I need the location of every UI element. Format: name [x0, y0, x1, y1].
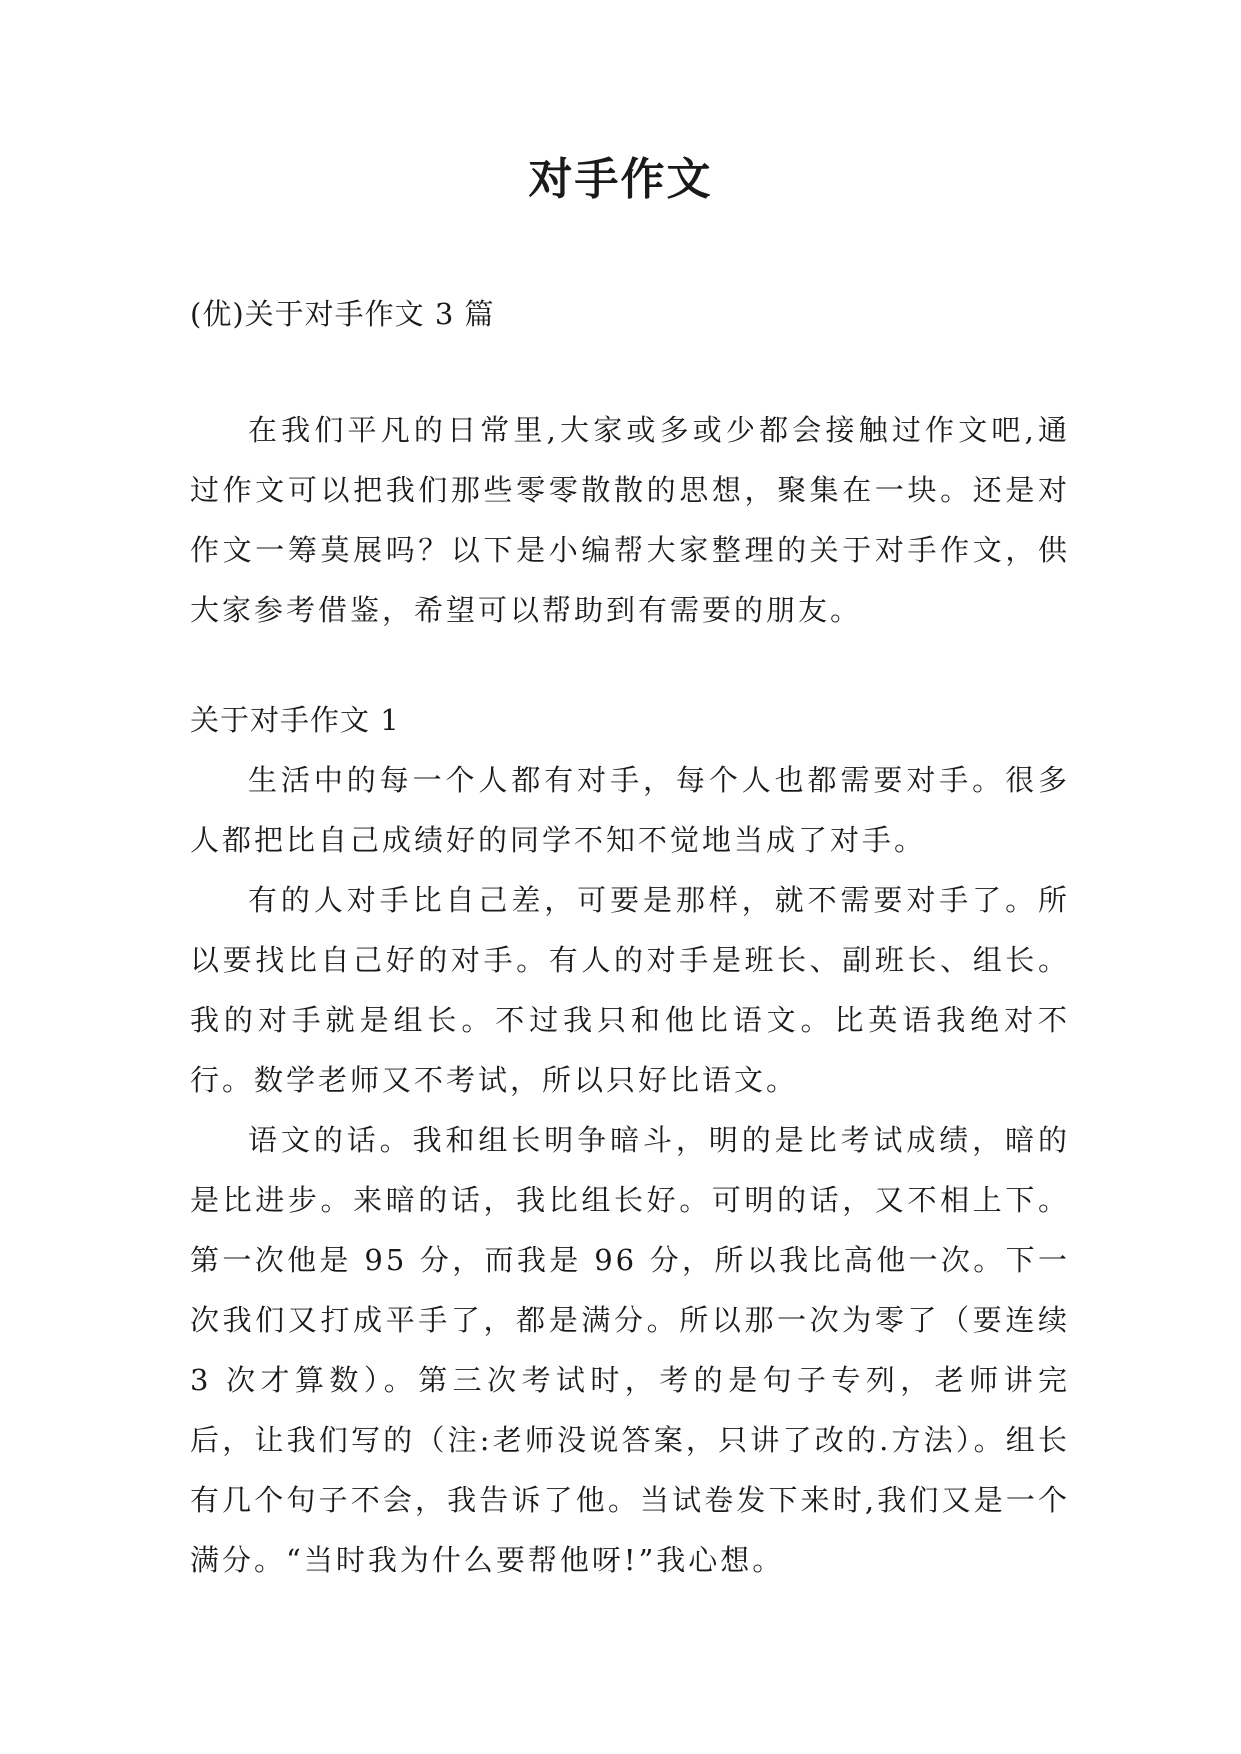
section-heading: 关于对手作文 1: [190, 703, 400, 737]
intro-block: [190, 400, 1070, 640]
essay-paragraph-2: 有的人对手比自己差，可要是那样，就不需要对手了。所以要找比自己好的对手。有人的对手是班长、副班长、组长。我的对手就是组长。不过我只和他比语文。比英语我绝对不行。数学老师又不考试，所以只好比语文。: [190, 883, 1070, 1097]
document-title: 对手作文: [528, 154, 713, 205]
essay-paragraph-3: 语文的话。我和组长明争暗斗，明的是比考试成绩，暗的是比进步。来暗的话，我比组长好。可明的话，又不相上下。第一次他是 95 分，而我是 96 分，所以我比高他一次。下一次我们又打成平手了，都是满分。所以那一次为零了（要连续 3 次才算数）。第三次考试时，考的是句子专列，老师讲完后，让我们写的（注:老师没说答案，只讲了改的.方法）。组长有几个句子不会，我告诉了他。当试卷发下来时,我们又是一个满分。“当时我为什么要帮他呀!”我心想。: [190, 1123, 1070, 1577]
essay-paragraph-1: 生活中的每一个人都有对手，每个人也都需要对手。很多人都把比自己成绩好的同学不知不觉地当成了对手。: [190, 763, 1070, 857]
intro-paragraph: 在我们平凡的日常里,大家或多或少都会接触过作文吧,通过作文可以把我们那些零零散散的思想，聚集在一块。还是对作文一筹莫展吗？以下是小编帮大家整理的关于对手作文，供大家参考借鉴，希望可以帮助到有需要的朋友。: [190, 413, 1070, 627]
essay-section-1: [190, 690, 1070, 1590]
document-subtitle: (优)关于对手作文 3 篇: [190, 297, 495, 331]
